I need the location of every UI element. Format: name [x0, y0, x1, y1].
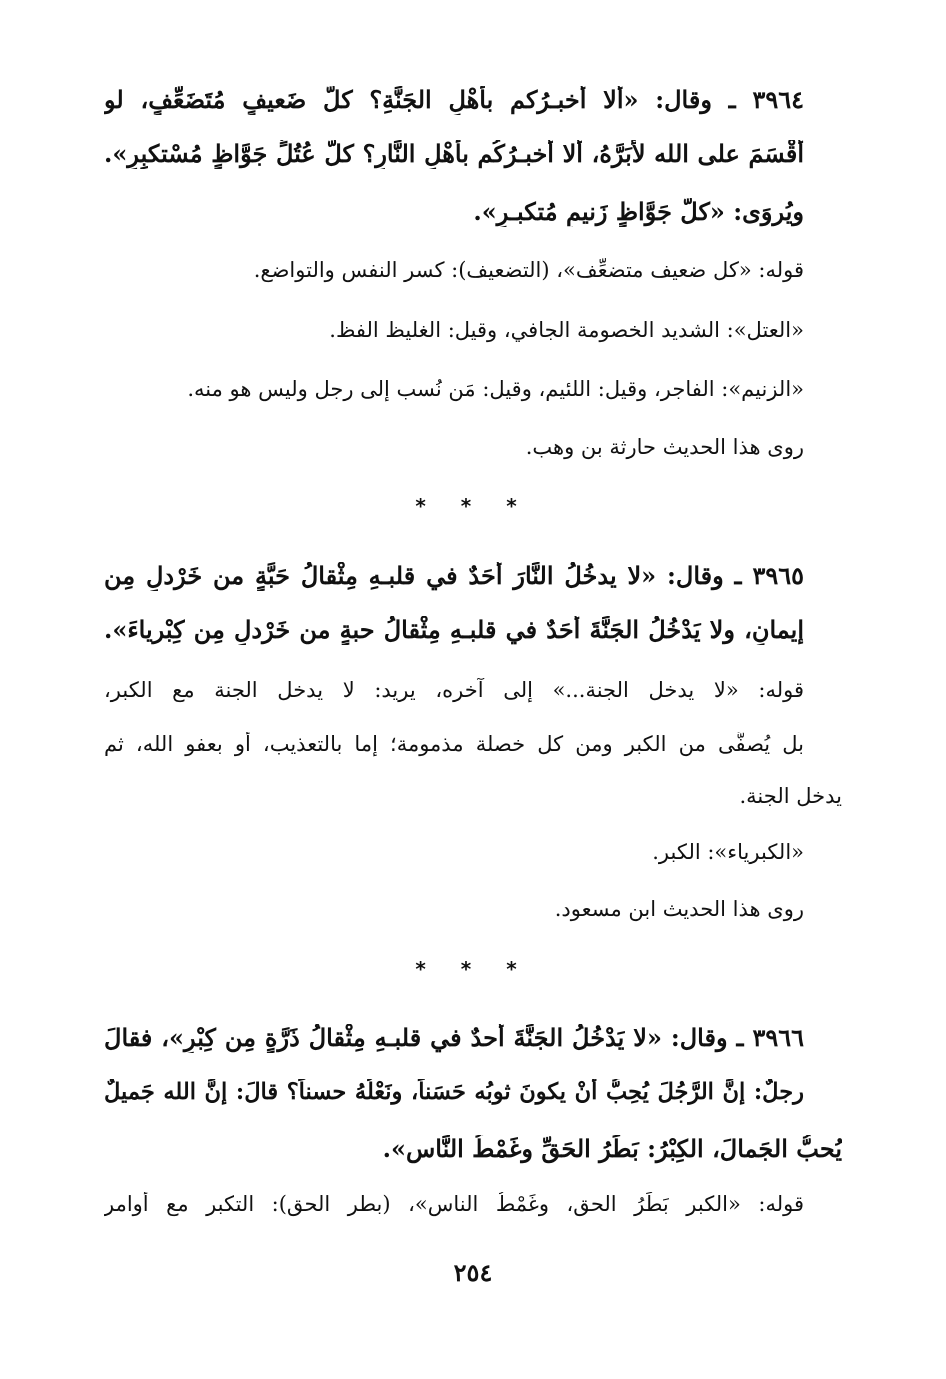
hadith-3965-line-1: ٣٩٦٥ ـ وقال: «لا يدخُلُ النَّارَ أَحَدٌ في قلبـهِ مِثْقالُ حَبَّةٍ من خَرْدلٍ مِن: [104, 562, 804, 590]
hadith-3966-line-2: رجلٌ: إنَّ الرَّجُلَ يُحِبُّ أنْ يكونَ ثوبُه حَسَناً، ونَعْلُهُ حسناً؟ قالَ: إنَّ الله جَميلٌ: [104, 1079, 804, 1105]
hadith-3964-variant: ويُروَى: «كلُّ جَوَّاظٍ زَنيمٍ مُتكبـرٍ».: [473, 198, 804, 226]
hadith-3966-line-3: يُحبُّ الجَمالَ، الكِبْرُ: بَطَرُ الحَقِّ وغَمْطُ النَّاسِ».: [382, 1135, 842, 1163]
commentary-zanim: «الزنيم»: الفاجر، وقيل: اللئيم، وقيل: مَن نُسب إلى رجل وليس هو منه.: [187, 377, 804, 401]
section-separator: * * *: [415, 957, 531, 981]
narrator-3965: روى هذا الحديث ابن مسعود.: [554, 897, 804, 921]
hadith-3965-line-2: إيمانٍ، ولا يَدْخُلُ الجَنَّةَ أَحَدٌ في قلبـهِ مِثْقالُ حبةٍ من خَرْدلٍ مِن كِبْرياءَ».: [104, 616, 804, 644]
commentary-3965-line-3: يدخل الجنة.: [739, 784, 842, 808]
narrator-3964: روى هذا الحديث حارثة بن وهب.: [525, 435, 804, 459]
commentary-weak: قوله: «كل ضعيف متضعِّف»، (التضعيف): كسر النفس والتواضع.: [253, 258, 804, 282]
commentary-atul: «العتل»: الشديد الخصومة الجافي، وقيل: الغليظ الفظ.: [329, 318, 804, 342]
hadith-3964-line-2: أَقْسَمَ على الله لأبَرَّهُ، ألا أُخبـرُكُم بأَهْلِ النَّارِ؟ كلُّ عُتُلٍّ جَوَّاظٍ مُسْتكبِرٍ».: [104, 140, 804, 168]
commentary-3965-line-2: بل يُصفَّى من الكبر ومن كل خصلة مذمومة؛ إما بالتعذيب، أو بعفو الله، ثم: [104, 732, 804, 756]
commentary-kibriya: «الكبرياء»: الكبر.: [652, 840, 804, 864]
section-separator: * * *: [415, 494, 531, 518]
hadith-3964-line-1: ٣٩٦٤ ـ وقال: «ألا أُخبـرُكم بأَهْلِ الجَنَّةِ؟ كلُّ ضَعيفٍ مُتَضَعِّفٍ، لو: [104, 86, 804, 114]
hadith-3966-line-1: ٣٩٦٦ ـ وقال: «لا يَدْخُلُ الجَنَّةَ أحدٌ في قلبـهِ مِثْقالُ ذَرَّةٍ مِن كِبْرٍ»، فقالَ: [104, 1024, 804, 1052]
page-number: ٢٥٤: [453, 1258, 493, 1287]
commentary-3965-line-1: قوله: «لا يدخل الجنة...» إلى آخره، يريد: لا يدخل الجنة مع الكبر،: [104, 678, 804, 702]
commentary-3966-line-1: قوله: «الكبر بَطَرُ الحق، وغَمْطُ الناس»، (بطر الحق): التكبر مع أوامر: [104, 1192, 804, 1216]
